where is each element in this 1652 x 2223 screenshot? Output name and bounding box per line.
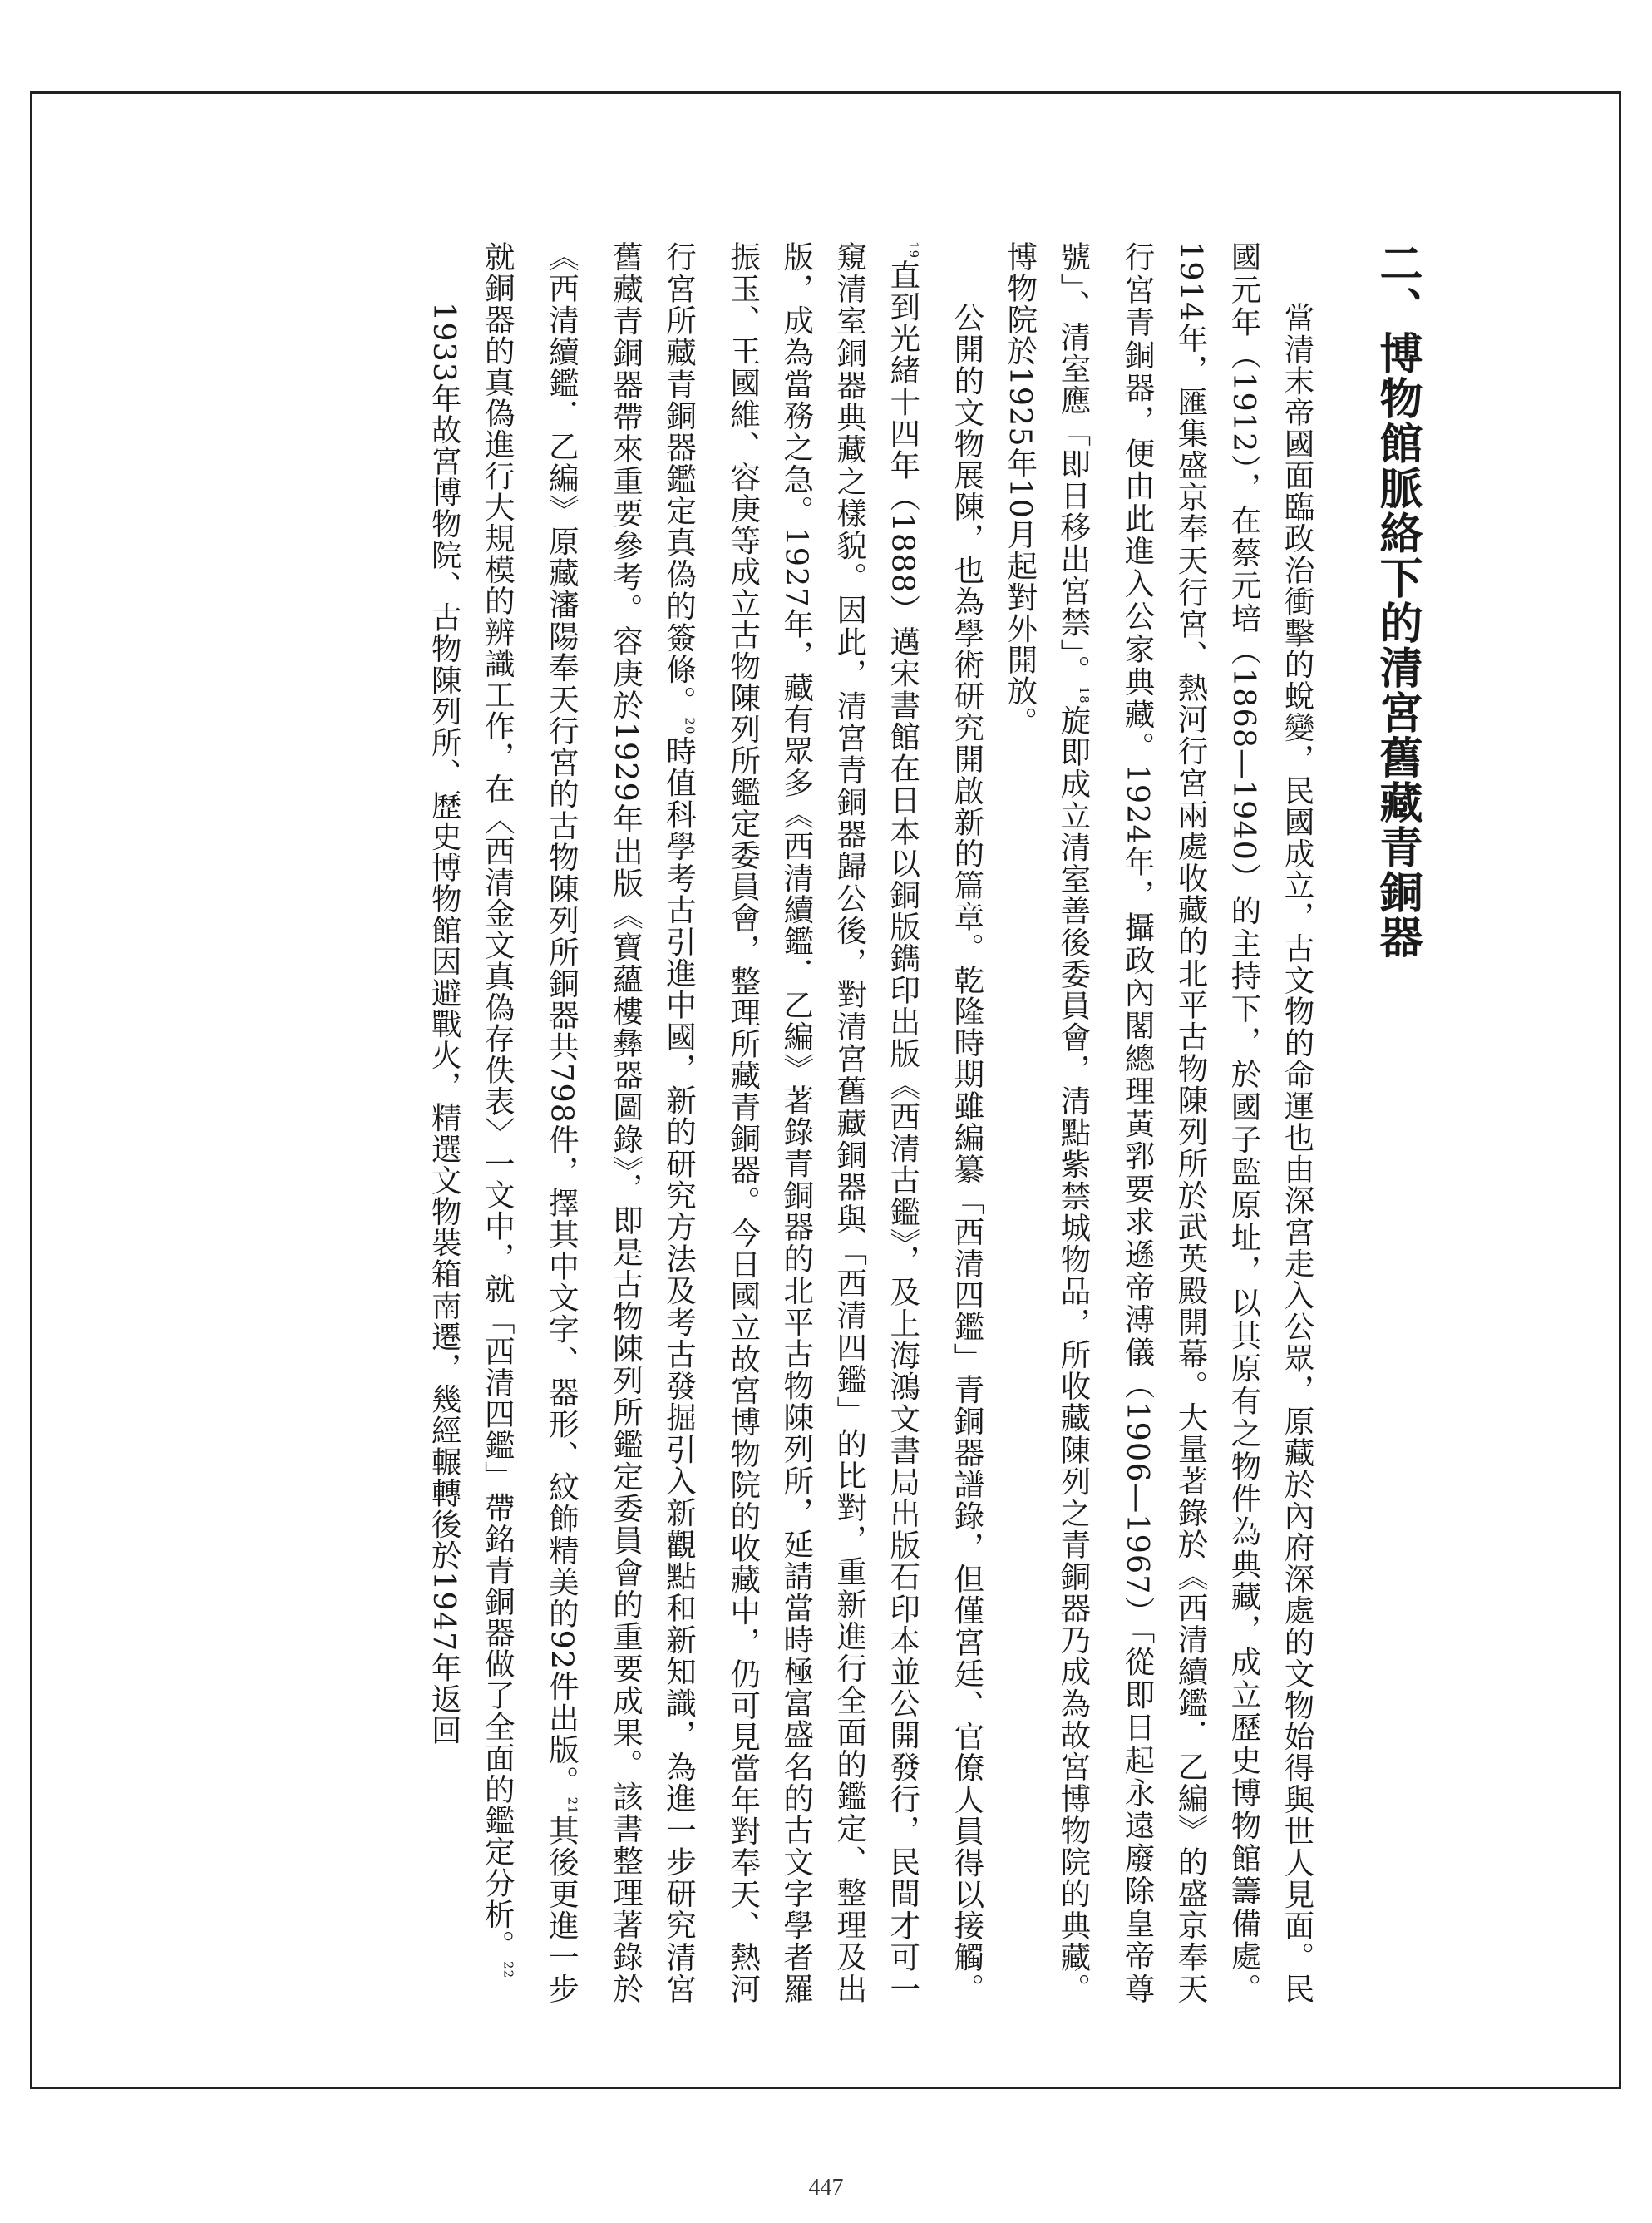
paragraph-2-text: 公開的文物展陳，也為學術研究開啟新的篇章。乾隆時期雖編纂「西清四鑑」青銅器譜錄，但僅宮廷、官僚人員得以接觸。 <box>949 302 985 2004</box>
paragraph-2-tail-2: 時值科學考古引進中國，新的研究方法及考古發掘引入新觀點和新知識，為進一步研究清宮舊藏青銅器帶來重要參考。容庚於1929年出版《寶蘊樓彝器圖錄》，即是古物陳列所鑑定委員會的重要成果。該書整理著錄於《西清續鑑．乙編》原藏瀋陽奉天行宮的古物陳列所銅器共798件，擇其中文字、器形、紋飾精美的92件出版。 <box>544 241 698 2004</box>
paragraph-1-text: 當清末帝國面臨政治衝擊的蛻變，民國成立，古文物的命運也由深宮走入公眾，原藏於內府深處的文物始得與世人見面。民國元年（1912），在蔡元培（1868—1940）的主持下，於國子監原址，以其原有之物件為典藏，成立歷史博物館籌備處。1914年，匯集盛京奉天行宮、熱河行宮兩處收藏的北平古物陳列所於武英殿開幕。大量著錄於《西清續鑑．乙編》的盛京奉天行宮青銅器，便由此進入公家典藏。1924年，攝政內閣總理黃郛要求遜帝溥儀（1906—1967）「從即日起永遠廢除皇帝尊號」、清室應「即日移出宮禁」。 <box>1055 241 1315 2004</box>
paragraph-1 <box>994 241 1324 2004</box>
paragraph-2-tail-3: 其後更進一步就銅器的真偽進行大規模的辨識工作，在〈西清金文真偽存佚表〉一文中，就「西清四鑑」帶銘青銅器做了全面的鑑定分析。 <box>480 241 580 2004</box>
page-number: 447 <box>808 2175 844 2201</box>
vertical-text-body <box>224 241 1447 2004</box>
section-heading: 二、博物館脈絡下的清宮舊藏青銅器 <box>1372 241 1423 960</box>
footnote-ref-20[interactable]: 20 <box>682 717 698 735</box>
paragraph-3 <box>417 241 471 2004</box>
footnote-ref-21[interactable]: 21 <box>565 1796 580 1815</box>
footnote-ref-22[interactable]: 22 <box>501 1961 516 1979</box>
paragraph-2-tail: 直到光緒十四年（1888）邁宋書館在日本以銅版鐫印出版《西清古鑑》，及上海鴻文書局出版石印本並公開發行，民間才可一窺清室銅器典藏之樣貌。因此，清宮青銅器歸公後，對清宮舊藏銅器與「西清四鑑」的比對，重新進行全面的鑑定、整理及出版，成為當務之急。1927年，藏有眾多《西清續鑑．乙編》著錄青銅器的北平古物陳列所，延請當時極富盛名的古文字學者羅振玉、王國維、容庚等成立古物陳列所鑑定委員會，整理所藏青銅器。今日國立故宮博物院的收藏中，仍可見當年對奉天、熱河行宮所藏青銅器鑑定真偽的簽條。 <box>661 241 921 2004</box>
paragraph-1-tail: 旋即成立清室善後委員會，清點紫禁城物品，所收藏陳列之青銅器乃成為故宮博物院的典藏。博物院於1925年10月起對外開放。 <box>1002 241 1092 2004</box>
paragraph-2 <box>471 241 994 2004</box>
heading-gap <box>1324 241 1347 2004</box>
footnote-ref-19[interactable]: 19 <box>905 241 921 259</box>
paragraph-3-text: 1933年故宮博物院、古物陳列所、歷史博物館因避戰火，精選文物裝箱南遷，幾經輾轉後於1947年返回 <box>427 302 463 1746</box>
footnote-ref-18[interactable]: 18 <box>1077 686 1092 704</box>
